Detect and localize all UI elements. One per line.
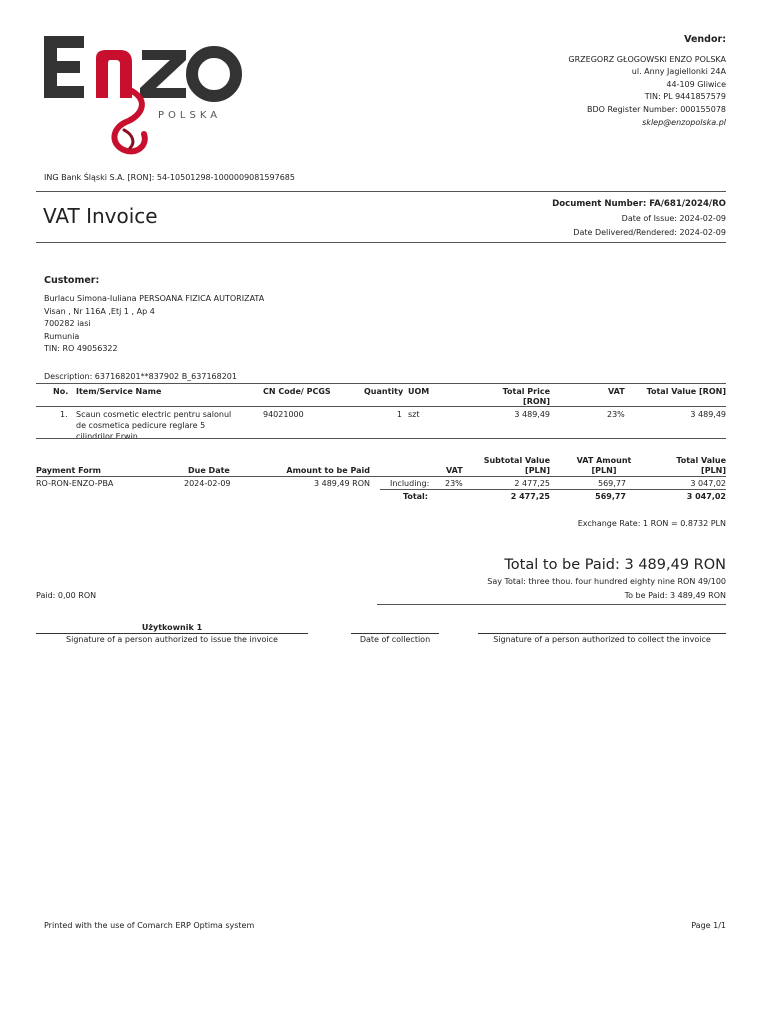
pay-col-total-2: [PLN] <box>701 466 726 475</box>
paid-amount: Paid: 0,00 RON <box>36 591 97 600</box>
collector-signature-label: Signature of a person authorized to collect the invoice <box>493 635 711 644</box>
date-collection-label: Date of collection <box>359 635 431 644</box>
collector-signature-line <box>478 633 726 634</box>
description: Description: 637168201**837902 B_637168201 <box>44 372 237 381</box>
vendor-city: 44-109 Gliwice <box>666 79 726 89</box>
row-cn: 94021000 <box>263 410 304 419</box>
items-header-line <box>36 406 726 407</box>
col-total: Total Value [RON] <box>646 387 726 396</box>
pay-col-vatamt-2: [PLN] <box>591 466 617 475</box>
pay-col-total-1: Total Value <box>676 456 726 465</box>
pay-subtotal: 2 477,25 <box>514 479 550 488</box>
vendor-title: Vendor: <box>684 34 726 45</box>
row-no: 1. <box>60 410 68 419</box>
pay-col-vatamt-1: VAT Amount <box>576 456 632 465</box>
row-name-2: de cosmetica pedicure reglare 5 <box>76 421 206 430</box>
say-total: Say Total: three thou. four hundred eighty nine RON 49/100 <box>487 577 726 586</box>
vendor-email[interactable]: sklep@enzopolska.pl <box>642 117 726 127</box>
date-delivered: Date Delivered/Rendered: 2024-02-09 <box>573 228 726 237</box>
totals-subtotal: 2 477,25 <box>510 492 550 501</box>
issuer-name: Użytkownik 1 <box>141 623 203 632</box>
vendor-name: GRZEGORZ GŁOGOWSKI ENZO POLSKA <box>568 54 726 64</box>
pay-col-due: Due Date <box>188 466 230 475</box>
pay-col-vat: VAT <box>446 466 463 475</box>
totals-label: Total: <box>402 492 428 501</box>
customer-tin: TIN: RO 49056322 <box>44 344 118 354</box>
vendor-street: ul. Anny Jagiellonki 24A <box>631 67 726 77</box>
divider-doc <box>36 242 726 243</box>
document-number: Document Number: FA/681/2024/RO <box>552 199 726 209</box>
col-name: Item/Service Name <box>76 387 162 396</box>
issuer-signature-label: Signature of a person authorized to issue the invoice <box>66 635 278 644</box>
totals-vatamt: 569,77 <box>595 492 626 501</box>
pay-due: 2024-02-09 <box>184 479 231 488</box>
pay-row-line <box>380 489 726 490</box>
pay-header-line <box>36 476 726 477</box>
row-name-1: Scaun cosmetic electric pentru salonul <box>76 410 232 419</box>
col-cn: CN Code/ PCGS <box>263 387 331 396</box>
col-price-1: Total Price <box>502 387 550 396</box>
row-qty: 1 <box>396 410 402 419</box>
row-name-3: cilindrilor Erwin <box>76 432 138 441</box>
enzo-logo-graphic <box>40 30 260 160</box>
col-no: No. <box>53 387 69 396</box>
divider-top <box>36 191 726 192</box>
pay-vatamt: 569,77 <box>598 479 626 488</box>
printed-with: Printed with the use of Comarch ERP Optima system <box>44 921 255 930</box>
pay-col-subtotal-1: Subtotal Value <box>483 456 550 465</box>
customer-street: Visan , Nr 116A ,Etj 1 , Ap 4 <box>44 306 155 316</box>
issuer-signature-line <box>36 633 308 634</box>
bank-account: ING Bank Śląski S.A. [RON]: 54-10501298-1000009081597685 <box>44 173 295 182</box>
items-top-line <box>36 383 726 384</box>
pay-col-form: Payment Form <box>36 466 101 475</box>
pay-col-subtotal-2: [PLN] <box>525 466 550 475</box>
items-bottom-line <box>36 438 726 439</box>
page-number: Page 1/1 <box>691 921 726 930</box>
row-price: 3 489,49 <box>514 410 550 419</box>
vendor-block <box>426 34 726 129</box>
col-price-2: [RON] <box>523 397 550 406</box>
document-info <box>406 197 726 241</box>
pay-form: RO-RON-ENZO-PBA <box>36 479 114 488</box>
totals-total: 3 047,02 <box>686 492 726 501</box>
pay-vat: 23% <box>445 479 463 488</box>
document-title: VAT Invoice <box>43 204 158 228</box>
row-vat: 23% <box>607 410 625 419</box>
date-of-issue: Date of Issue: 2024-02-09 <box>621 213 726 223</box>
pay-including: Including: <box>390 479 430 488</box>
customer-block <box>44 275 264 355</box>
divider-paid <box>377 604 726 605</box>
pay-total: 3 047,02 <box>690 479 726 488</box>
customer-title: Customer: <box>44 275 100 286</box>
col-qty: Quantity <box>364 387 404 396</box>
row-total: 3 489,49 <box>690 410 726 419</box>
col-vat: VAT <box>608 387 625 396</box>
logo-tagline: POLSKA <box>158 110 222 121</box>
enzo-logo <box>40 30 260 160</box>
customer-country: Rumunia <box>44 331 80 341</box>
to-be-paid: To be Paid: 3 489,49 RON <box>624 591 726 600</box>
col-uom: UOM <box>408 387 430 396</box>
pay-amount: 3 489,49 RON <box>313 479 370 488</box>
customer-name: Burlacu Simona-Iuliana PERSOANA FIZICA AUTORIZATA <box>44 294 265 304</box>
date-collection-line <box>351 633 439 634</box>
customer-city: 700282 iasi <box>44 319 91 329</box>
pay-col-amount: Amount to be Paid <box>286 466 370 475</box>
vendor-bdo: BDO Register Number: 000155078 <box>586 104 726 114</box>
total-to-pay: Total to be Paid: 3 489,49 RON <box>504 557 726 573</box>
exchange-rate: Exchange Rate: 1 RON = 0.8732 PLN <box>577 519 726 528</box>
row-uom: szt <box>408 410 420 419</box>
vendor-tin: TIN: PL 9441857579 <box>644 92 726 102</box>
